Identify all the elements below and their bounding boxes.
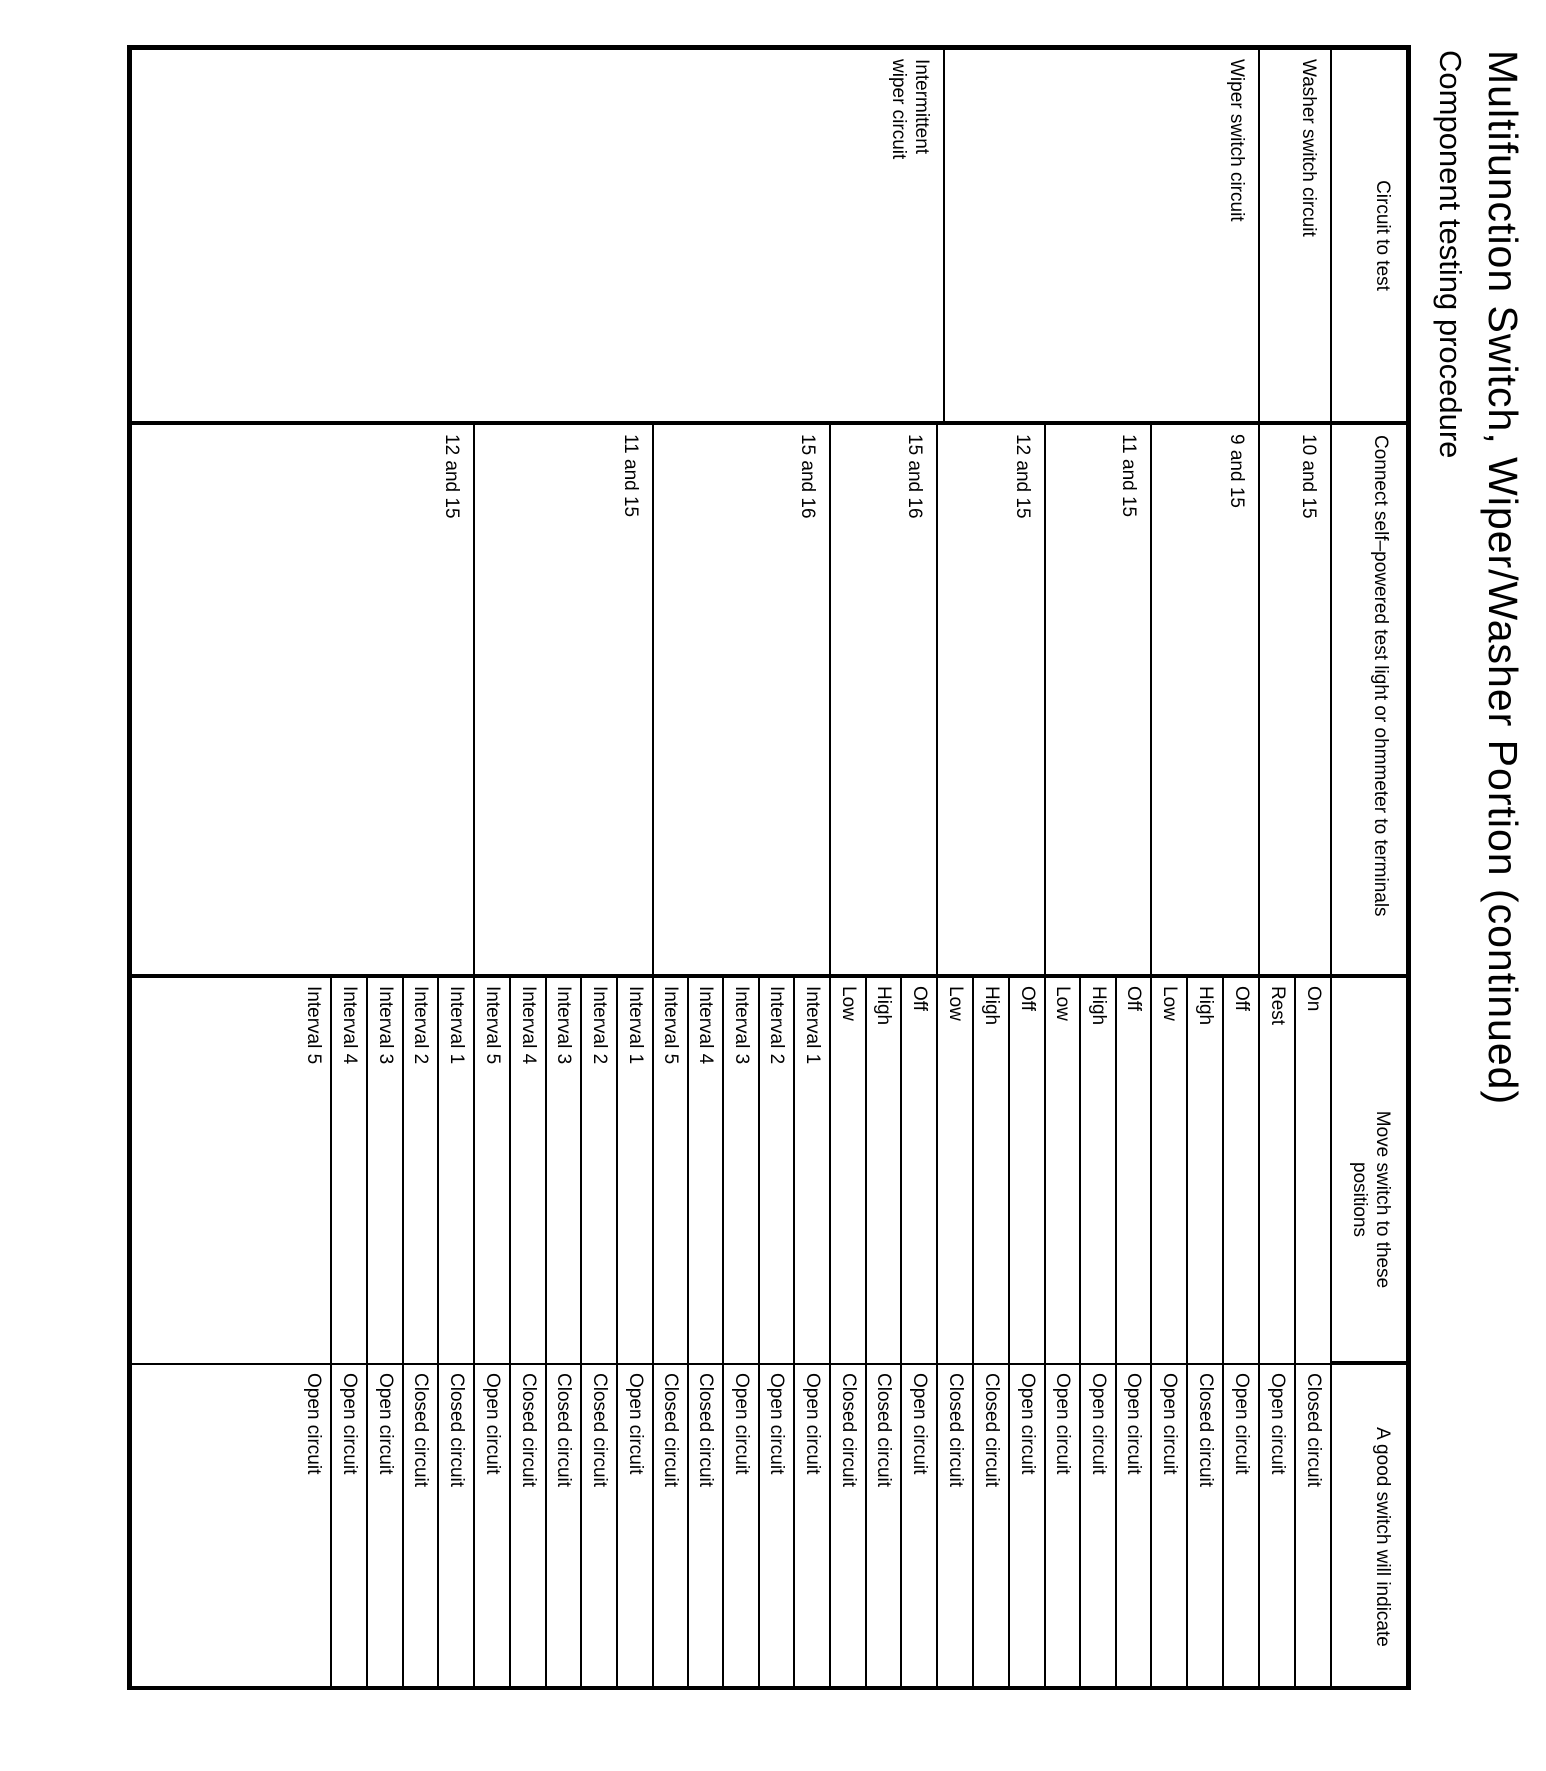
result-cell: Closed circuit (830, 1364, 866, 1690)
position-cell: On (1295, 977, 1331, 1364)
result-cell: Open circuit (1223, 1364, 1259, 1690)
position-cell: Interval 1 (794, 977, 830, 1364)
position-cell: Interval 5 (653, 977, 688, 1364)
result-cell: Open circuit (1259, 1364, 1295, 1690)
position-cell: Interval 1 (617, 977, 653, 1364)
position-cell: Interval 5 (131, 977, 331, 1364)
result-cell: Open circuit (1045, 1364, 1080, 1690)
terminals-group: 12 and 15 (937, 424, 1045, 977)
position-cell: Interval 4 (331, 977, 367, 1364)
position-cell: Off (1116, 977, 1151, 1364)
result-cell: Open circuit (1080, 1364, 1116, 1690)
header-circuit: Circuit to test (1331, 49, 1407, 424)
position-cell: High (1080, 977, 1116, 1364)
position-cell: Low (1151, 977, 1187, 1364)
result-cell: Closed circuit (1187, 1364, 1223, 1690)
circuit-wiper: Wiper switch circuit (944, 49, 1259, 424)
result-cell: Open circuit (901, 1364, 937, 1690)
result-cell: Open circuit (1009, 1364, 1045, 1690)
result-cell: Closed circuit (866, 1364, 901, 1690)
result-cell: Open circuit (131, 1364, 331, 1690)
terminals-group: 10 and 15 (1259, 424, 1331, 977)
position-cell: High (1187, 977, 1223, 1364)
result-cell: Open circuit (759, 1364, 794, 1690)
terminals-group: 15 and 16 (830, 424, 937, 977)
page-title: Multifunction Switch, Wiper/Washer Portion (continued) (1480, 50, 1526, 1106)
position-cell: High (973, 977, 1009, 1364)
circuit-washer: Washer switch circuit (1259, 49, 1331, 424)
result-cell: Closed circuit (581, 1364, 617, 1690)
position-cell: Low (830, 977, 866, 1364)
position-cell: Interval 5 (474, 977, 510, 1364)
position-cell: Interval 2 (403, 977, 438, 1364)
result-cell: Closed circuit (1295, 1364, 1331, 1690)
position-cell: Interval 3 (367, 977, 403, 1364)
terminals-group: 15 and 16 (653, 424, 830, 977)
position-cell: Low (1045, 977, 1080, 1364)
header-terminals: Connect self–powered test light or ohmmeter to terminals (1331, 424, 1407, 977)
position-cell: Interval 3 (723, 977, 759, 1364)
result-cell: Open circuit (617, 1364, 653, 1690)
result-cell: Open circuit (794, 1364, 830, 1690)
result-cell: Closed circuit (653, 1364, 688, 1690)
terminals-group: 9 and 15 (1151, 424, 1259, 977)
position-cell: High (866, 977, 901, 1364)
position-cell: Interval 3 (546, 977, 581, 1364)
position-cell: Interval 4 (510, 977, 546, 1364)
result-cell: Closed circuit (546, 1364, 581, 1690)
result-cell: Closed circuit (510, 1364, 546, 1690)
page-subtitle: Component testing procedure (1433, 50, 1468, 459)
position-cell: Low (937, 977, 973, 1364)
position-cell: Off (901, 977, 937, 1364)
header-positions: Move switch to these positions (1331, 977, 1407, 1364)
result-cell: Open circuit (723, 1364, 759, 1690)
terminals-group: 11 and 15 (474, 424, 653, 977)
position-cell: Interval 4 (688, 977, 723, 1364)
position-cell: Rest (1259, 977, 1295, 1364)
result-cell: Closed circuit (688, 1364, 723, 1690)
result-cell: Open circuit (474, 1364, 510, 1690)
terminals-group: 12 and 15 (131, 424, 474, 977)
position-cell: Interval 1 (438, 977, 474, 1364)
circuit-intermittent: Intermittent wiper circuit (131, 49, 944, 424)
position-cell: Off (1223, 977, 1259, 1364)
header-result: A good switch will indicate (1331, 1364, 1407, 1690)
position-cell: Interval 2 (581, 977, 617, 1364)
position-cell: Interval 2 (759, 977, 794, 1364)
result-cell: Closed circuit (937, 1364, 973, 1690)
test-procedure-table (127, 45, 1411, 1690)
position-cell: Off (1009, 977, 1045, 1364)
result-cell: Closed circuit (973, 1364, 1009, 1690)
result-cell: Closed circuit (438, 1364, 474, 1690)
result-cell: Closed circuit (403, 1364, 438, 1690)
result-cell: Open circuit (331, 1364, 367, 1690)
result-cell: Open circuit (367, 1364, 403, 1690)
terminals-group: 11 and 15 (1045, 424, 1151, 977)
result-cell: Open circuit (1116, 1364, 1151, 1690)
result-cell: Open circuit (1151, 1364, 1187, 1690)
